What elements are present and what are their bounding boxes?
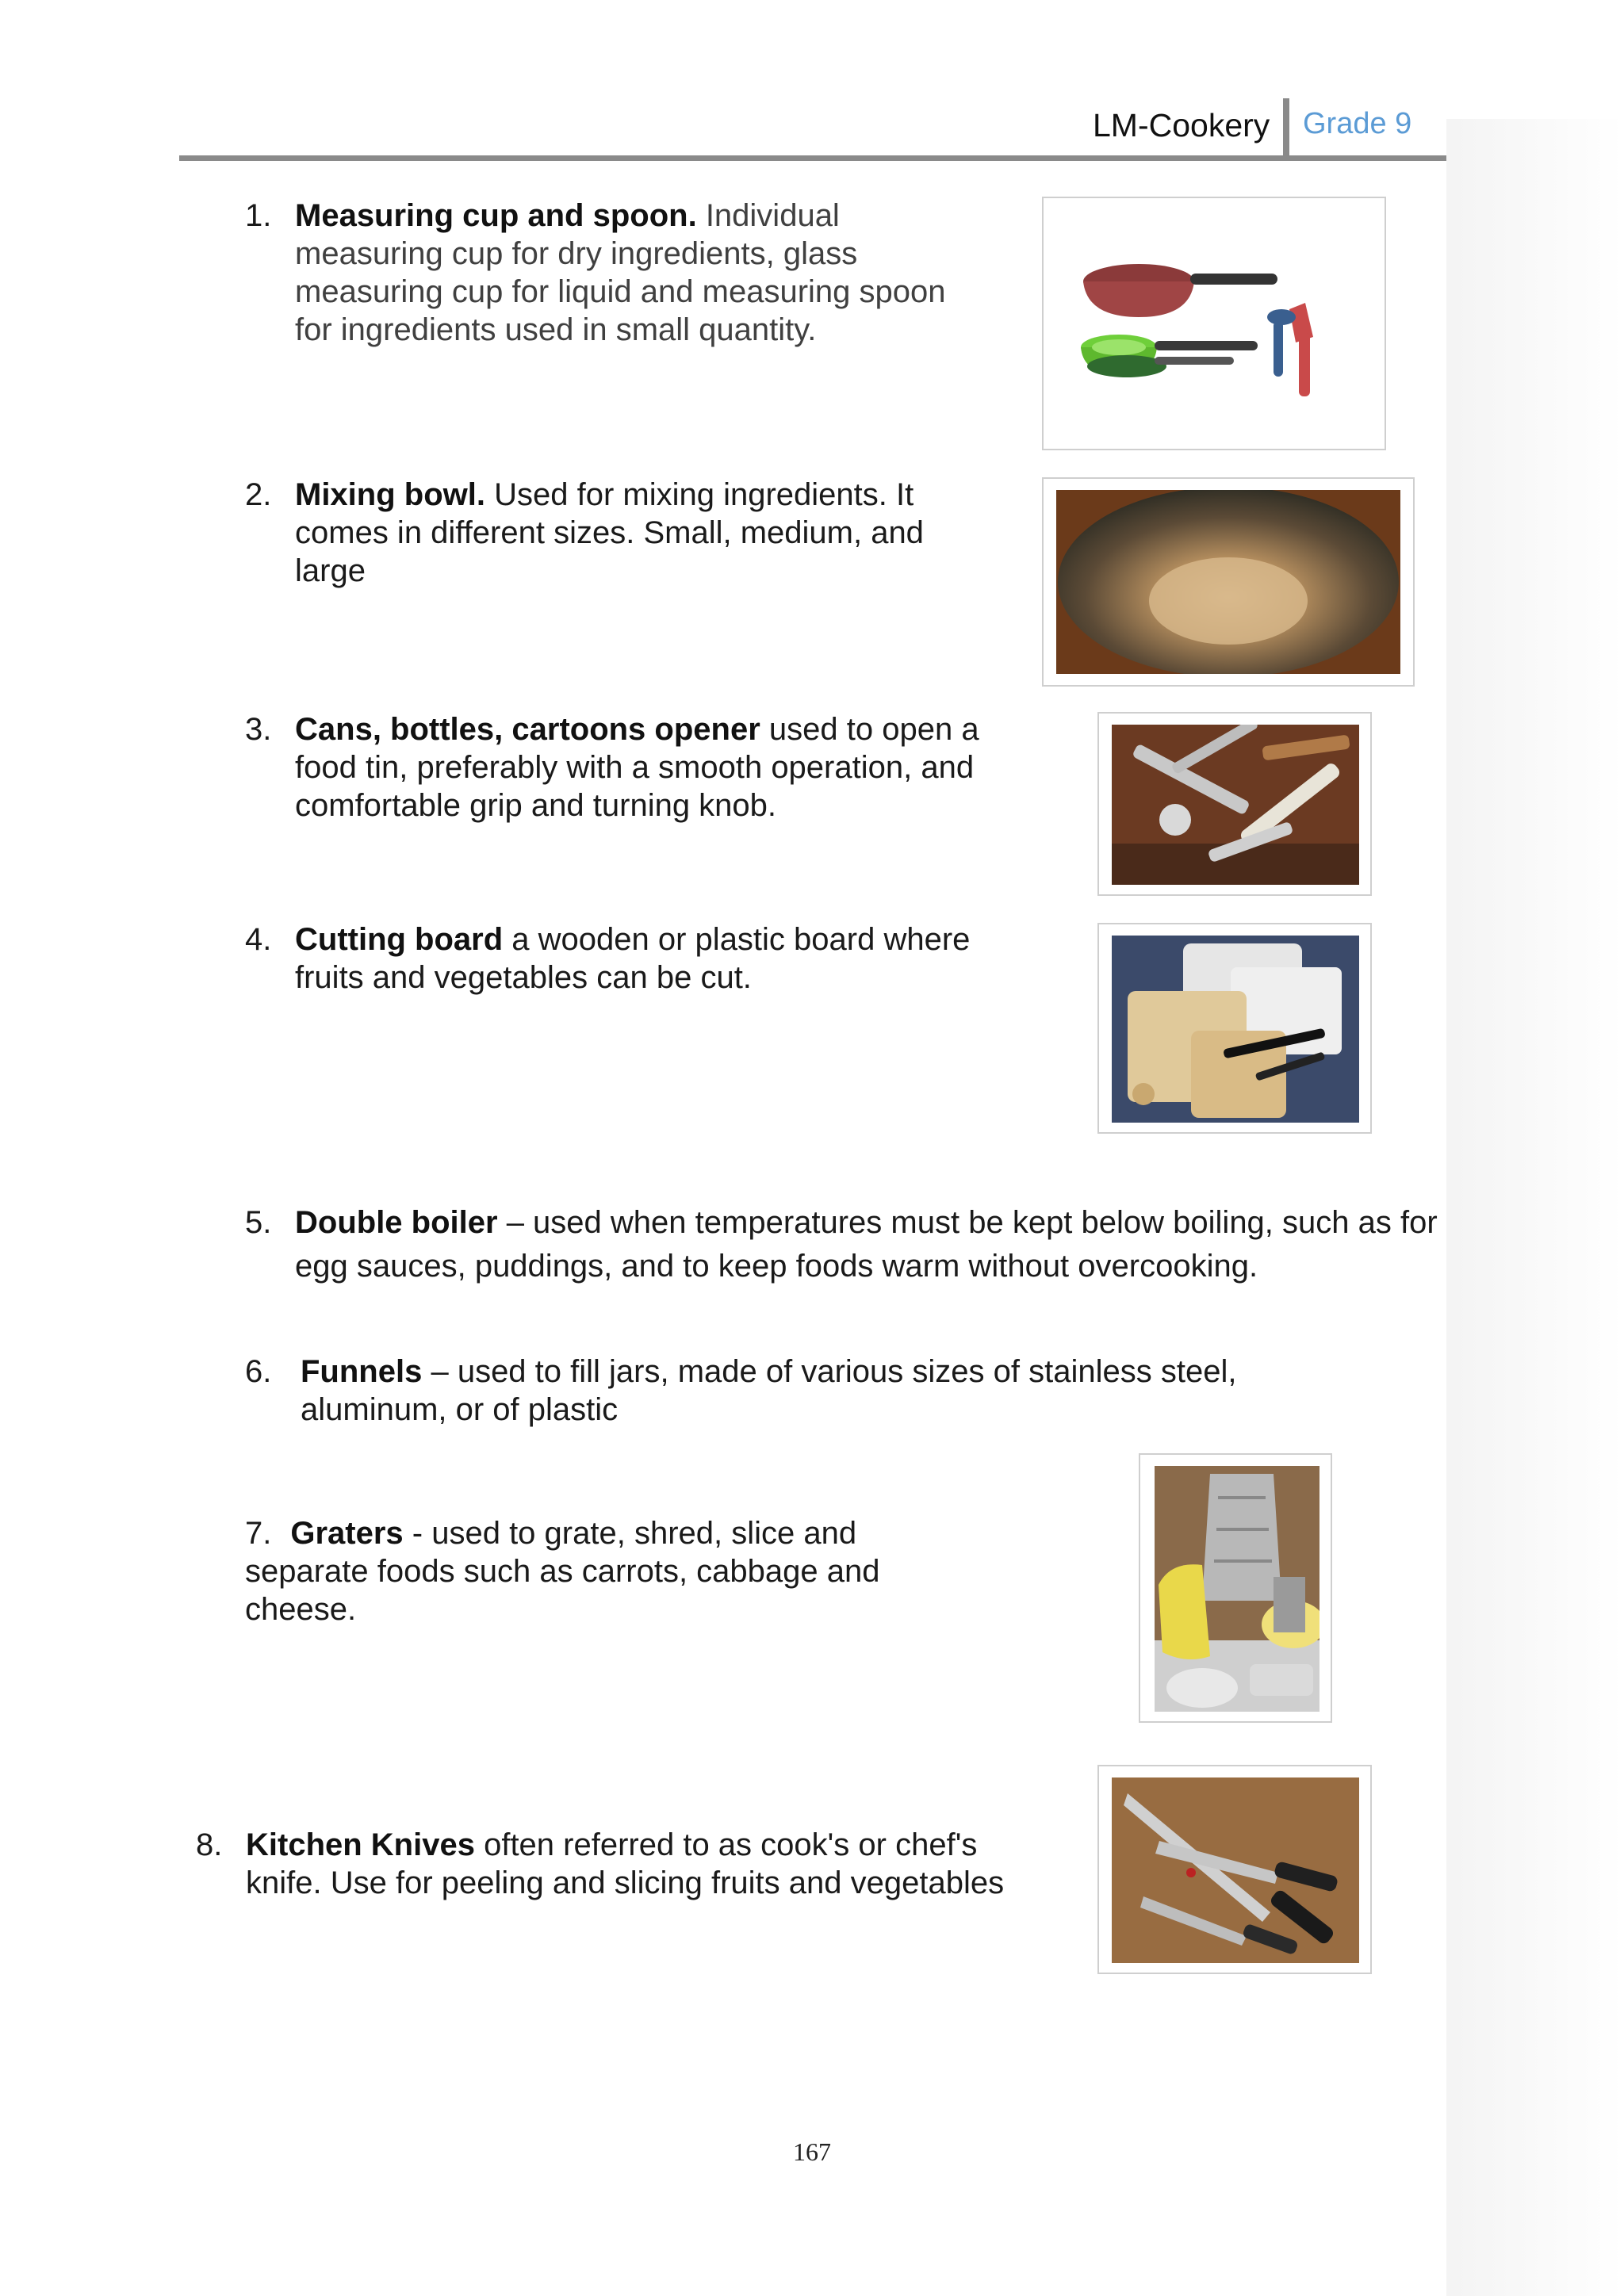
item-description: Used for mixing ingredients. It comes in different sizes. Small, medium, and large (295, 477, 924, 588)
item-number: 8. (196, 1827, 223, 1862)
item-term: Cans, bottles, cartoons opener (295, 712, 760, 747)
header-rule (179, 155, 1446, 161)
list-item-cutting-board (245, 920, 1022, 1008)
item-number: 5. (245, 1205, 272, 1240)
cutting-board-photo (1097, 923, 1372, 1134)
page-edge-shadow (1446, 119, 1624, 2296)
item-number: 2. (245, 477, 272, 512)
list-item-opener (245, 710, 1022, 829)
page-number: 167 (793, 2137, 831, 2166)
item-description: a wooden or plastic board where fruits and vegetables can be cut. (295, 922, 971, 995)
item-description: – used to fill jars, made of various sizes of stainless steel, aluminum, or of plastic (301, 1354, 1237, 1427)
list-item-mixing-bowl (245, 476, 990, 595)
item-number: 4. (245, 922, 272, 957)
item-number: 7. (245, 1516, 272, 1551)
item-description: often referred to as cook's or chef's knife. Use for peeling and slicing fruits and vegetables (246, 1827, 1005, 1900)
item-term: Kitchen Knives (246, 1827, 475, 1862)
item-term: Graters (290, 1516, 404, 1551)
item-description: Individual measuring cup for dry ingredients, glass measuring cup for liquid and measuring spoon for ingredients used in small quantity. (295, 198, 946, 347)
item-term: Funnels (301, 1354, 423, 1389)
header-grade: Grade 9 (1303, 107, 1412, 140)
list-item-measuring-cup (245, 197, 990, 355)
item-description: used to open a food tin, preferably with a smooth operation, and comfortable grip and turning knob. (295, 712, 979, 823)
mixing-bowl-photo (1042, 477, 1415, 687)
kitchen-knives-photo (1097, 1765, 1372, 1974)
item-term: Mixing bowl. (295, 477, 485, 512)
list-item-funnels (245, 1353, 1355, 1440)
item-number: 3. (245, 712, 272, 747)
graters-photo (1139, 1453, 1332, 1723)
list-item-double-boiler (245, 1201, 1450, 1296)
item-description: - used to grate, shred, slice and separate foods such as carrots, cabbage and cheese. (245, 1516, 880, 1627)
item-term: Cutting board (295, 922, 504, 957)
item-number: 6. (245, 1354, 272, 1389)
item-term: Measuring cup and spoon. (295, 198, 697, 233)
list-item-graters (245, 1514, 943, 1633)
measuring-cups-photo (1042, 197, 1386, 450)
header-separator (1283, 98, 1289, 159)
item-description: – used when temperatures must be kept below boiling, such as for egg sauces, puddings, and to keep foods warm without overcooking. (295, 1205, 1438, 1284)
header-title: LM-Cookery (1093, 107, 1270, 144)
item-number: 1. (245, 198, 272, 233)
list-item-kitchen-knives (196, 1826, 1021, 1945)
item-term: Double boiler (295, 1205, 498, 1240)
can-opener-photo (1097, 712, 1372, 896)
